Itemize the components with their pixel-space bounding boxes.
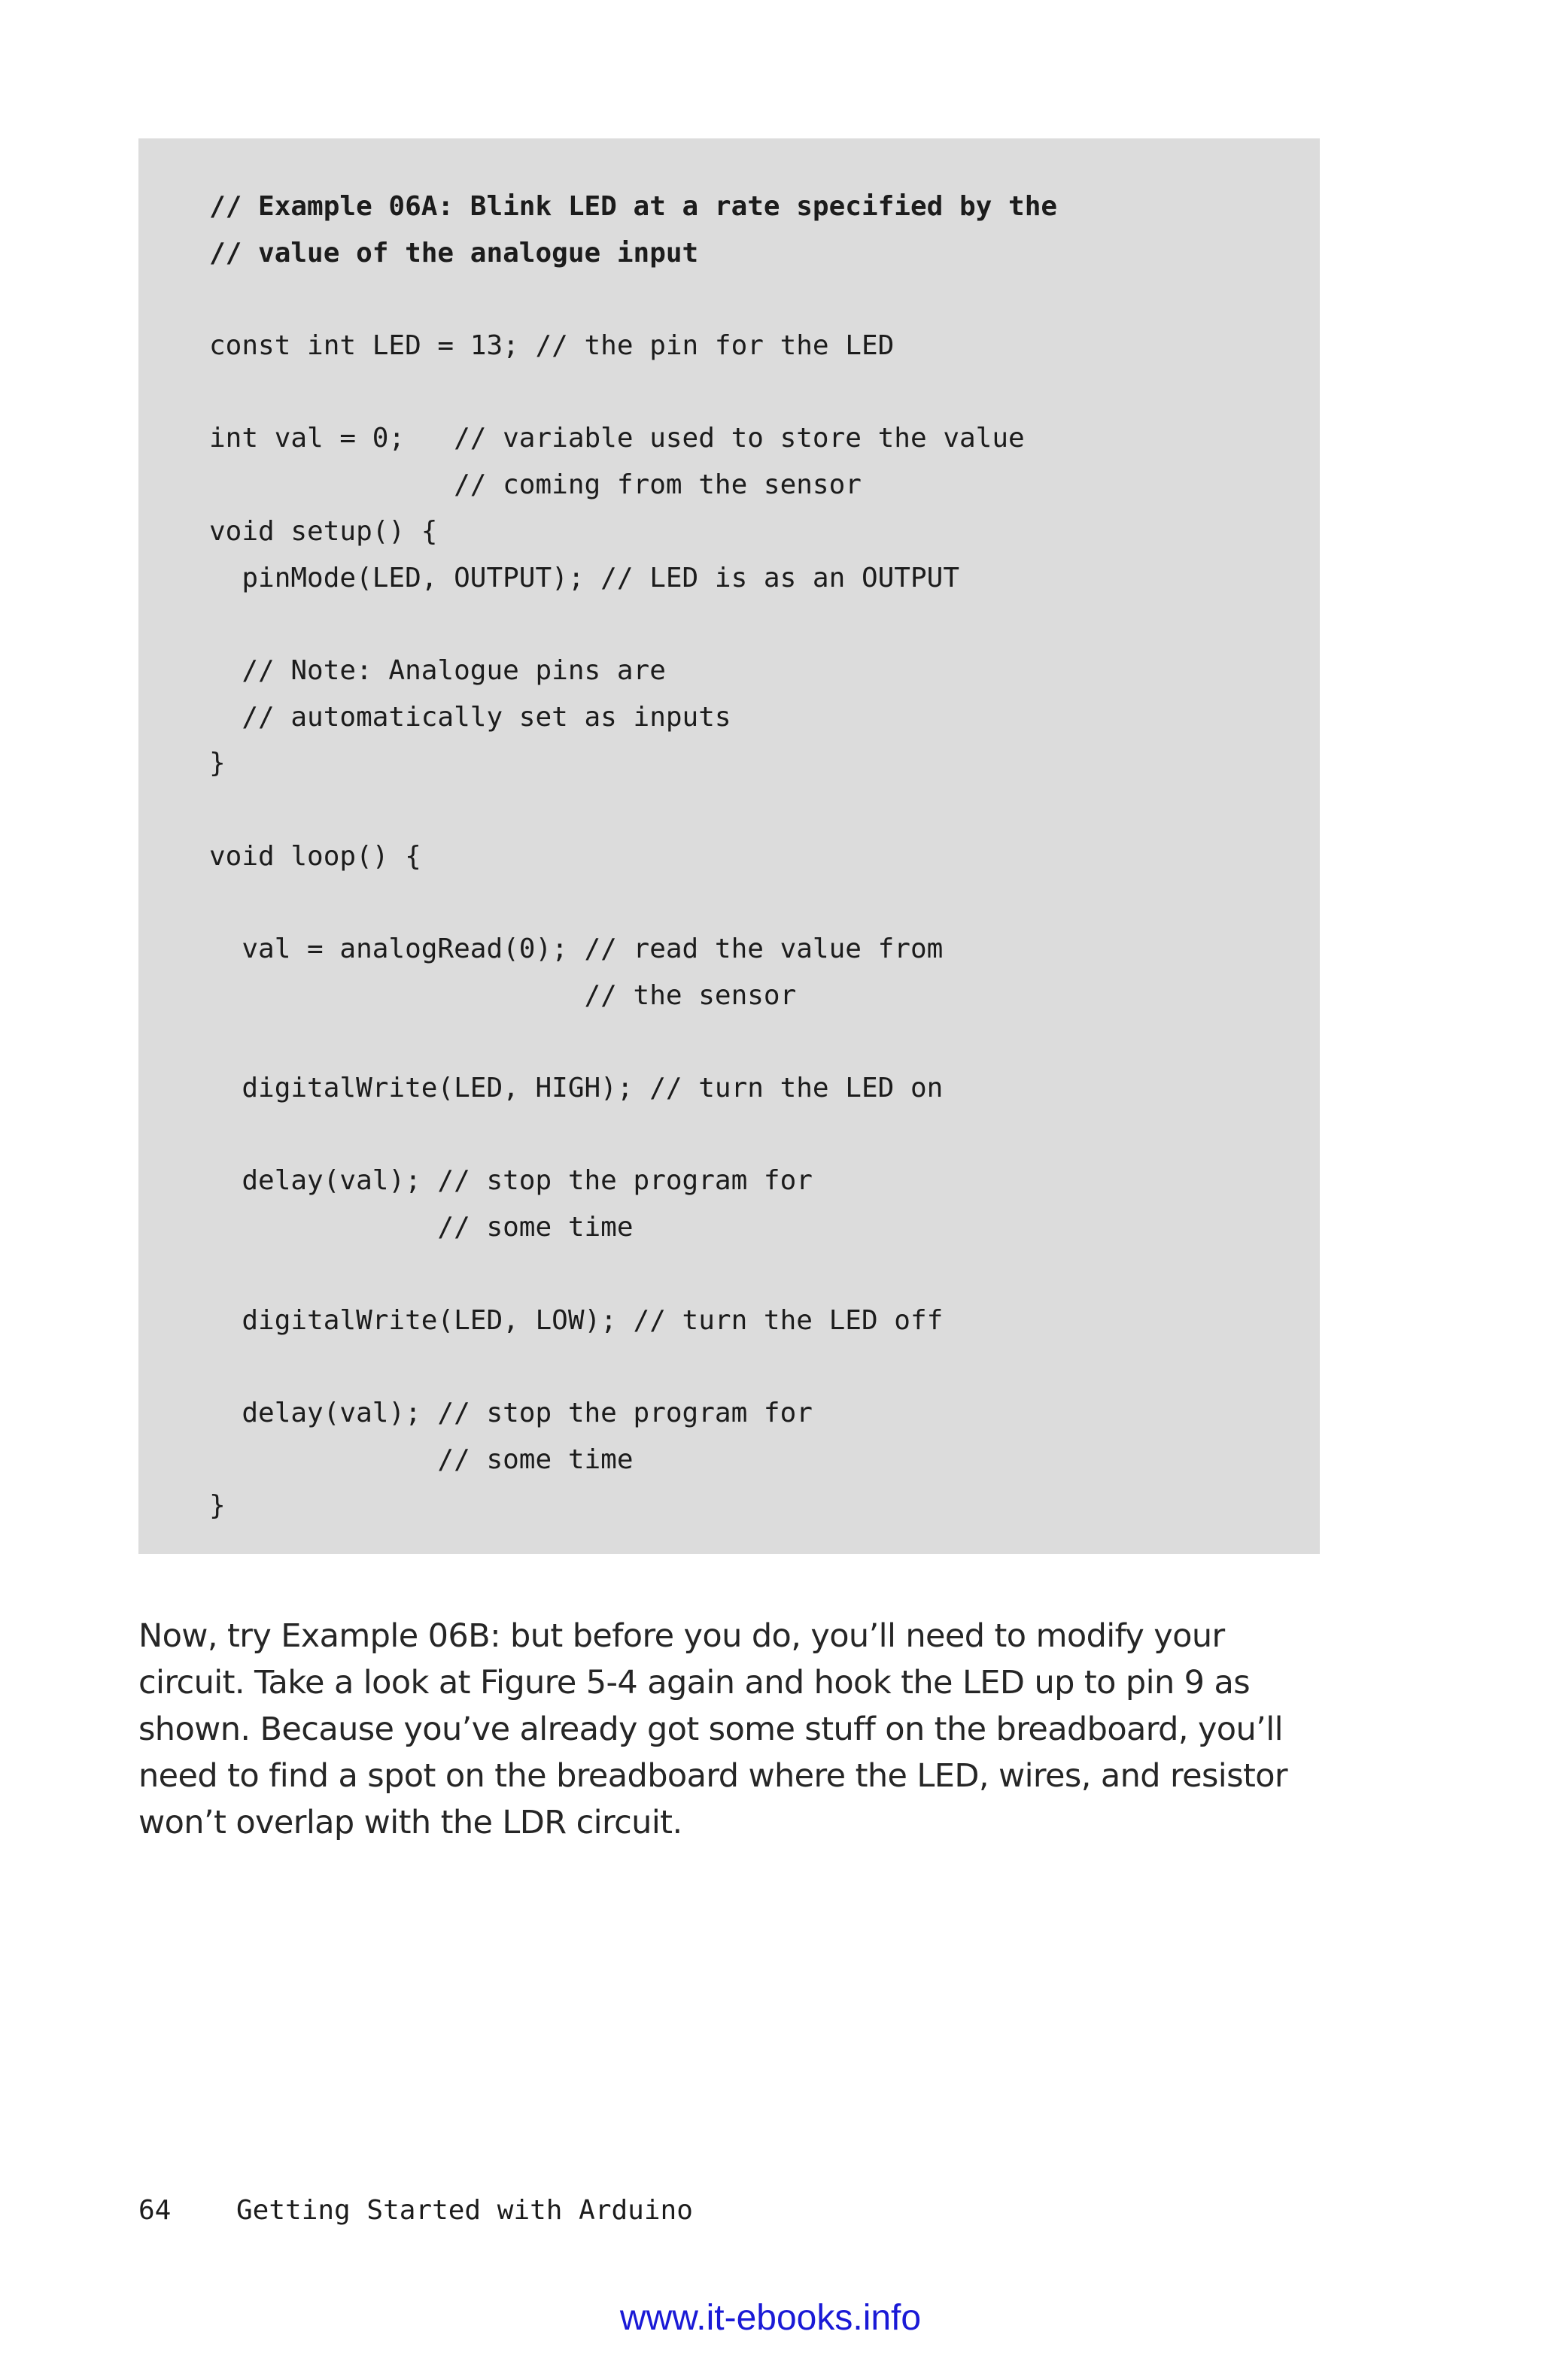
code-line: // coming from the sensor: [209, 469, 862, 501]
code-line: // some time: [209, 1443, 634, 1475]
code-line: val = analogRead(0); // read the value from: [209, 933, 944, 964]
code-line: [209, 369, 1320, 416]
paragraph-line: Now, try Example 06B: but before you do, you’ll need to modify your: [138, 1617, 1225, 1655]
code-line: // Note: Analogue pins are: [209, 654, 666, 686]
code-line: int val = 0; // variable used to store the value: [209, 423, 1025, 454]
watermark-link[interactable]: www.it-ebooks.info: [619, 2298, 922, 2338]
code-line: // value of the analogue input: [209, 237, 699, 269]
code-line: [209, 879, 1320, 926]
code-line: delay(val); // stop the program for: [209, 1397, 813, 1428]
paragraph-line: won’t overlap with the LDR circuit.: [138, 1804, 682, 1841]
code-line: pinMode(LED, OUTPUT); // LED is as an OUTPUT: [209, 562, 959, 593]
code-line: }: [209, 1490, 226, 1522]
body-paragraph: [138, 1613, 1342, 1846]
code-line: [209, 1018, 1320, 1065]
code-listing: [138, 138, 1320, 1554]
code-line: digitalWrite(LED, HIGH); // turn the LED on: [209, 1073, 944, 1104]
code-line: // some time: [209, 1212, 634, 1243]
page-footer: [138, 2192, 693, 2230]
code-line: void loop() {: [209, 840, 421, 872]
code-line: void setup() {: [209, 515, 438, 547]
code-line: [209, 1343, 1320, 1390]
code-line: const int LED = 13; // the pin for the LED: [209, 330, 895, 362]
book-title: Getting Started with Arduino: [236, 2195, 693, 2226]
page-number: 64: [138, 2195, 172, 2226]
paragraph-line: circuit. Take a look at Figure 5-4 again and hook the LED up to pin 9 as: [138, 1664, 1251, 1702]
paragraph-line: shown. Because you’ve already got some stuff on the breadboard, you’ll: [138, 1711, 1283, 1748]
code-line: // the sensor: [209, 979, 797, 1011]
code-line: [209, 787, 1320, 833]
code-line: digitalWrite(LED, LOW); // turn the LED off: [209, 1304, 944, 1336]
code-line: // Example 06A: Blink LED at a rate specified by the: [209, 191, 1058, 222]
code-line: [209, 276, 1320, 323]
paragraph-line: need to find a spot on the breadboard where the LED, wires, and resistor: [138, 1757, 1287, 1795]
code-line: [209, 1112, 1320, 1158]
code-line: // automatically set as inputs: [209, 701, 731, 733]
code-line: }: [209, 748, 226, 779]
code-line: [209, 1251, 1320, 1298]
code-line: delay(val); // stop the program for: [209, 1165, 813, 1197]
code-line: [209, 601, 1320, 648]
